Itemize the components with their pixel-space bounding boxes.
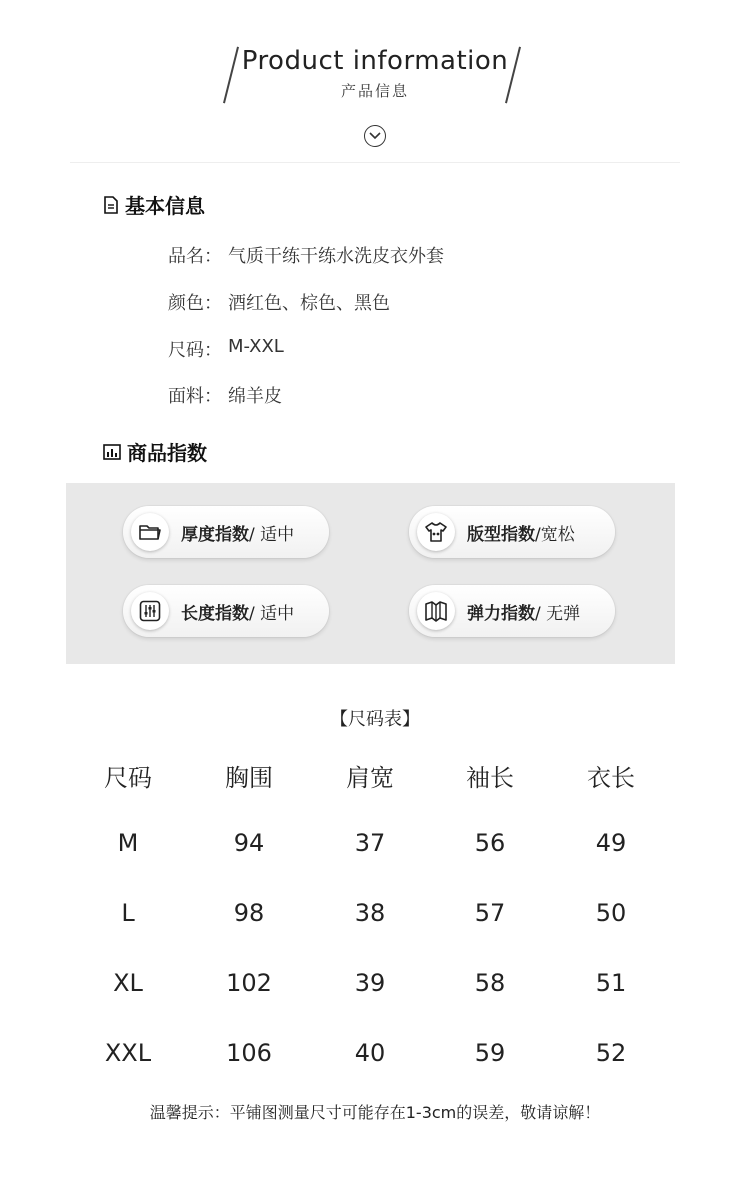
info-row-name <box>168 242 444 268</box>
index-value: / 适中 <box>249 603 295 624</box>
table-cell: 49 <box>595 829 627 857</box>
table-cell: 58 <box>474 969 506 997</box>
table-cell: M <box>117 829 139 857</box>
table-cell: 39 <box>354 969 386 997</box>
index-label: 弹力指数 <box>467 603 535 624</box>
table-cell: 37 <box>354 829 386 857</box>
info-value: 酒红色、棕色、黑色 <box>228 293 390 314</box>
map-fold-icon <box>417 592 455 630</box>
table-cell: 56 <box>474 829 506 857</box>
info-key: 尺码： <box>168 340 222 361</box>
table-cell: 50 <box>595 899 627 927</box>
size-table-title: 【尺码表】 <box>330 709 420 730</box>
basic-info-title: 基本信息 <box>125 194 205 218</box>
info-value: 气质干练干练水洗皮衣外套 <box>228 246 444 267</box>
tshirt-icon <box>417 513 455 551</box>
page-subtitle: 产品信息 <box>340 82 409 100</box>
index-elasticity <box>409 585 615 637</box>
index-label: 版型指数 <box>467 524 535 545</box>
table-cell: 106 <box>226 1039 272 1067</box>
table-header-cell: 尺码 <box>104 764 152 792</box>
table-cell: 52 <box>595 1039 627 1067</box>
measurement-tip: 温馨提示：平铺图测量尺寸可能存在1-3cm的误差，敬请谅解！ <box>149 1103 601 1122</box>
info-key: 面料： <box>168 386 222 407</box>
basic-info-heading <box>103 190 205 219</box>
table-cell: 51 <box>595 969 627 997</box>
table-cell: XL <box>113 969 143 997</box>
divider <box>70 162 680 163</box>
index-thickness <box>123 506 329 558</box>
index-value: / 适中 <box>249 524 295 545</box>
table-cell: 40 <box>354 1039 386 1067</box>
bar-chart-icon <box>103 444 121 460</box>
table-header-cell: 胸围 <box>225 764 273 792</box>
index-value: / 无弹 <box>535 603 581 624</box>
info-row-color <box>168 289 390 315</box>
table-cell: 57 <box>474 899 506 927</box>
chevron-down-icon[interactable] <box>364 125 386 147</box>
table-cell: 94 <box>233 829 265 857</box>
table-header-cell: 袖长 <box>466 764 514 792</box>
index-fit <box>409 506 615 558</box>
index-label: 厚度指数 <box>181 524 249 545</box>
index-value: /宽松 <box>535 524 575 545</box>
info-row-fabric <box>168 382 282 408</box>
product-index-panel <box>66 483 675 664</box>
folder-icon <box>131 513 169 551</box>
info-row-size <box>168 336 284 362</box>
product-index-heading <box>103 437 207 466</box>
info-value: 绵羊皮 <box>228 386 282 407</box>
sliders-icon <box>131 592 169 630</box>
info-key: 颜色： <box>168 293 222 314</box>
table-cell: L <box>121 899 135 927</box>
product-index-title: 商品指数 <box>127 441 207 465</box>
document-icon <box>103 196 119 214</box>
table-header-cell: 衣长 <box>587 764 635 792</box>
info-value: M-XXL <box>228 336 284 357</box>
table-cell: 102 <box>226 969 272 997</box>
table-header-cell: 肩宽 <box>346 764 394 792</box>
index-label: 长度指数 <box>181 603 249 624</box>
page-title: Product information <box>241 46 509 76</box>
table-cell: 98 <box>233 899 265 927</box>
info-key: 品名： <box>168 246 222 267</box>
table-cell: 38 <box>354 899 386 927</box>
table-cell: 59 <box>474 1039 506 1067</box>
index-length <box>123 585 329 637</box>
table-cell: XXL <box>104 1039 152 1067</box>
